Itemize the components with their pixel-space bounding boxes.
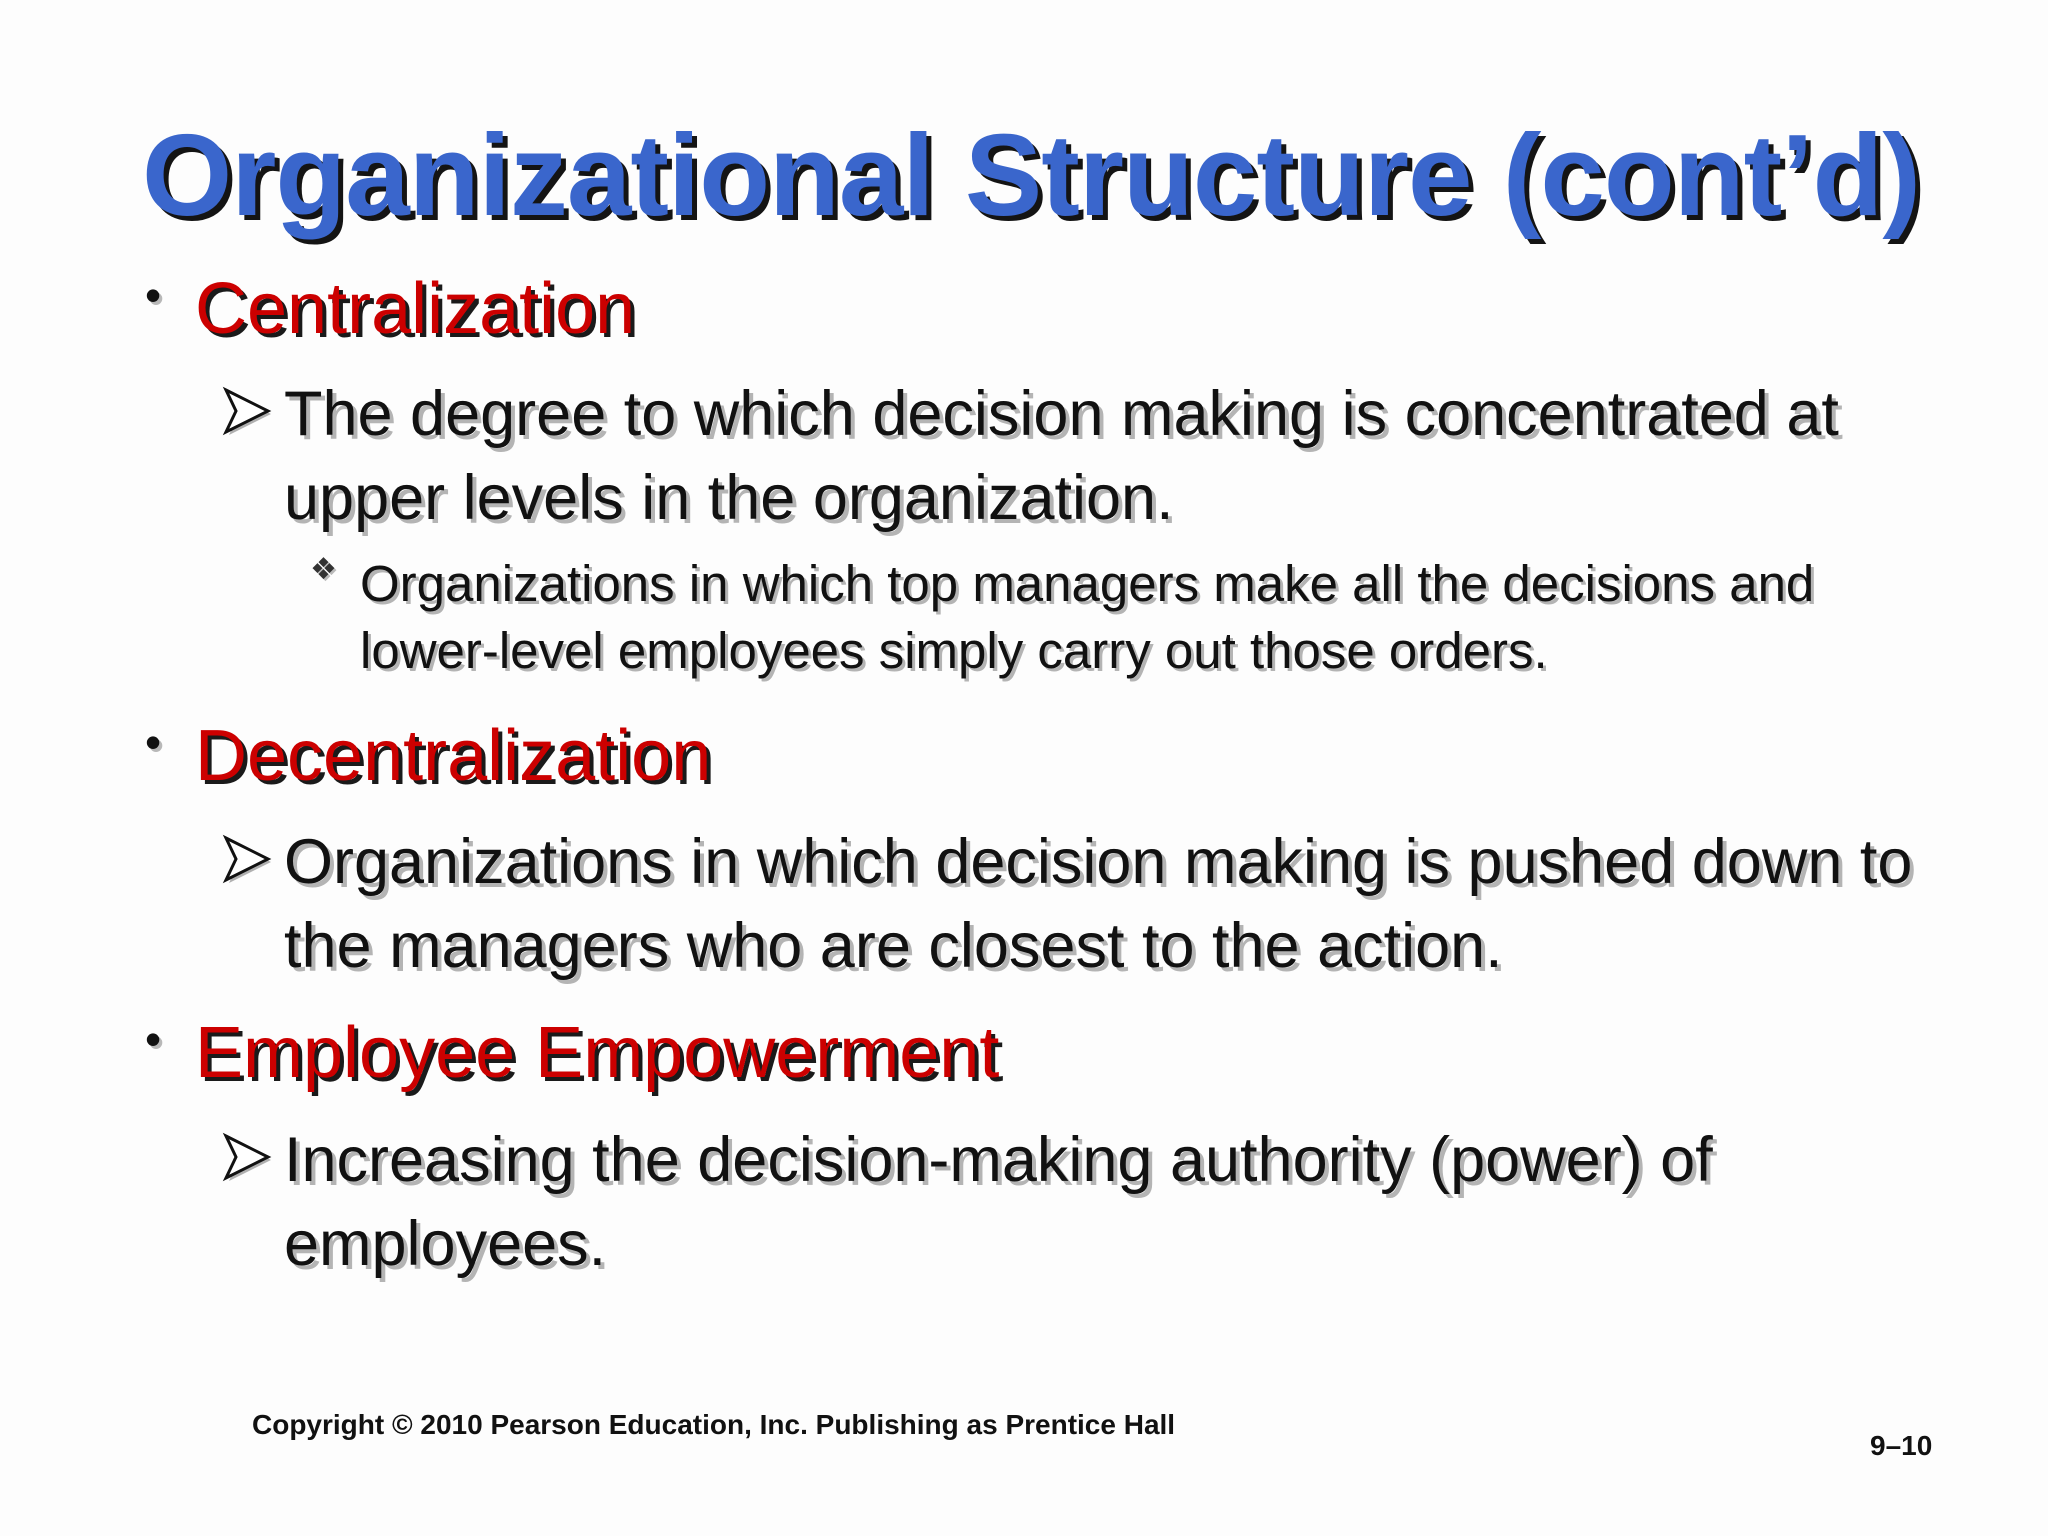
sub-point xyxy=(222,820,1922,988)
sub-sub-point xyxy=(310,550,1930,684)
sub-point-text: Organizations in which decision making is pushed down to the managers who are closest to the action. xyxy=(284,827,1913,981)
sub-sub-point-text: Organizations in which top managers make all the decisions and lower-level employees simply carry out those orders. xyxy=(360,555,1815,679)
diamond-bullet-icon: ❖ xyxy=(310,553,337,586)
bullet-dot-icon: • xyxy=(145,1013,162,1065)
sub-point-text: The degree to which decision making is concentrated at upper levels in the organization. xyxy=(284,379,1839,533)
bullet-dot-icon: • xyxy=(145,269,162,321)
sub-point xyxy=(222,1118,1922,1286)
page-number: 9–10 xyxy=(1870,1430,1933,1461)
copyright-notice: Copyright © 2010 Pearson Education, Inc. Publishing as Prentice Hall xyxy=(252,1409,1176,1440)
sub-point-text: Increasing the decision-making authority (power) of employees. xyxy=(284,1125,1713,1279)
arrow-bullet-icon xyxy=(222,386,272,436)
sub-point xyxy=(222,372,1922,540)
bullet-dot-icon: • xyxy=(145,716,162,768)
arrow-bullet-icon xyxy=(222,834,272,884)
section-heading: Employee Empowerment xyxy=(195,1013,1000,1093)
arrow-bullet-icon xyxy=(222,1132,272,1182)
slide-title: Organizational Structure (cont’d) xyxy=(142,110,1920,240)
section-heading: Centralization xyxy=(195,269,636,349)
section-heading: Decentralization xyxy=(195,716,712,796)
